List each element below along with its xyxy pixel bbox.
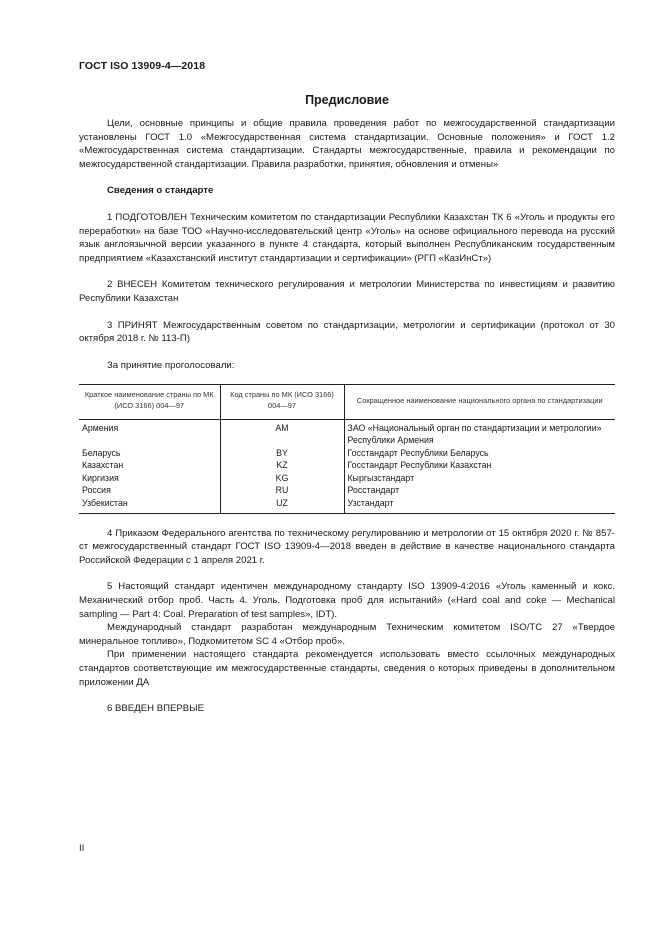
country-cell: Киргизия (82, 472, 119, 483)
item-2-paragraph: 2 ВНЕСЕН Комитетом технического регулирования и метрологии Министерства по инвестициям и развитию Республики Казахстан (79, 279, 615, 304)
country-cell: Россия (82, 485, 111, 496)
item-3-paragraph: 3 ПРИНЯТ Межгосударственным советом по стандартизации, метрологии и сертификации (протокол от 30 октября 2018 г. № 113-П) (79, 319, 615, 345)
country-cell: Казахстан (82, 460, 124, 471)
document-body (79, 117, 615, 716)
table-row (79, 447, 615, 460)
table-row (79, 497, 615, 513)
item-4-paragraph: 4 Приказом Федерального агентства по техническому регулированию и метрологии от 15 октября 2020 г. № 857-ст межгосударственный стандарт ГОСТ ISO 13909-4—2018 введен в действие в качестве национального стандарта Российской Федерации с 1 апреля 2021 г. (79, 527, 615, 566)
item-5-international-paragraph: Международный стандарт разработан международным Техническим комитетом ISO/TC 27 «Твердое минеральное топливо», Подкомитетом SC 4 «Отбор проб». (79, 622, 615, 647)
table-header-row (79, 385, 615, 419)
item-6-paragraph: 6 ВВЕДЕН ВПЕРВЫЕ (107, 703, 205, 715)
page-title: Предисловие (305, 93, 389, 107)
country-cell: Беларусь (82, 447, 121, 458)
document-code-header: ГОСТ ISO 13909-4—2018 (79, 60, 206, 72)
page-number: II (79, 843, 85, 854)
voting-table (79, 384, 615, 513)
body-cell: Госстандарт Республики Беларусь (344, 447, 615, 460)
item-5-application-paragraph: При применении настоящего стандарта рекомендуется использовать вместо ссылочных международных стандартов соответствующие им межгосударственные стандарты, сведения о которых приведены в дополнительном приложении ДА (79, 649, 615, 688)
intro-paragraph: Цели, основные принципы и общие правила проведения работ по межгосударственной стандартизации установлены ГОСТ 1.0 «Межгосударственная система стандартизации. Основные положения» и ГОСТ 1.2 «Межгосударственная система стандартизации. Стандарты межгосударственные, правила и рекомендации по межгосударственной стандартизации. Правила разработки, принятия, обновления и отмены» (79, 118, 615, 170)
code-cell: BY (220, 447, 344, 460)
table-row (79, 472, 615, 485)
table-row (79, 484, 615, 497)
column-header-country: Краткое наименование страны по МК (ИСО 3166) 004—97 (79, 385, 220, 419)
code-cell: UZ (220, 497, 344, 513)
column-header-body: Сокращенное наименование национального органа по стандартизации (344, 385, 615, 419)
body-cell: Узстандарт (344, 497, 615, 513)
body-cell: ЗАО «Национальный орган по стандартизации и метрологии» Республики Армения (344, 419, 615, 447)
item-5-paragraph: 5 Настоящий стандарт идентичен международному стандарту ISO 13909-4:2016 «Уголь каменный и кокс. Механический отбор проб. Часть 4. Уголь. Подготовка проб для испытаний» («Hard coal and coke — Mechanical sampling — Part 4: Coal. Preparation of test samples», IDT). (79, 581, 615, 620)
country-cell: Армения (82, 422, 119, 433)
code-cell: RU (220, 484, 344, 497)
country-cell: Узбекистан (79, 497, 220, 513)
code-cell: AM (220, 419, 344, 447)
body-cell: Росстандарт (344, 484, 615, 497)
vote-label: За принятие проголосовали: (107, 359, 235, 371)
item-1-paragraph: 1 ПОДГОТОВЛЕН Техническим комитетом по стандартизации Республики Казахстан ТК 6 «Уголь и продукты его переработки» на базе ТОО «Научно-исследовательский центр «Уголь» на основе официального перевода на русский язык англоязычной версии указанного в пункте 4 стандарта, который выполнен Республиканским государственным предприятием «Казахстанский институт стандартизации и сертификации» (РГП «КазИнСт») (79, 211, 615, 264)
table-row (79, 459, 615, 472)
column-header-code: Код страны по МК (ИСО 3166) 004—97 (220, 385, 344, 419)
table-row (79, 419, 615, 447)
info-heading: Сведения о стандарте (107, 185, 214, 197)
code-cell: KG (220, 472, 344, 485)
body-cell: Кыргызстандарт (344, 472, 615, 485)
body-cell: Госстандарт Республики Казахстан (344, 459, 615, 472)
code-cell: KZ (220, 459, 344, 472)
